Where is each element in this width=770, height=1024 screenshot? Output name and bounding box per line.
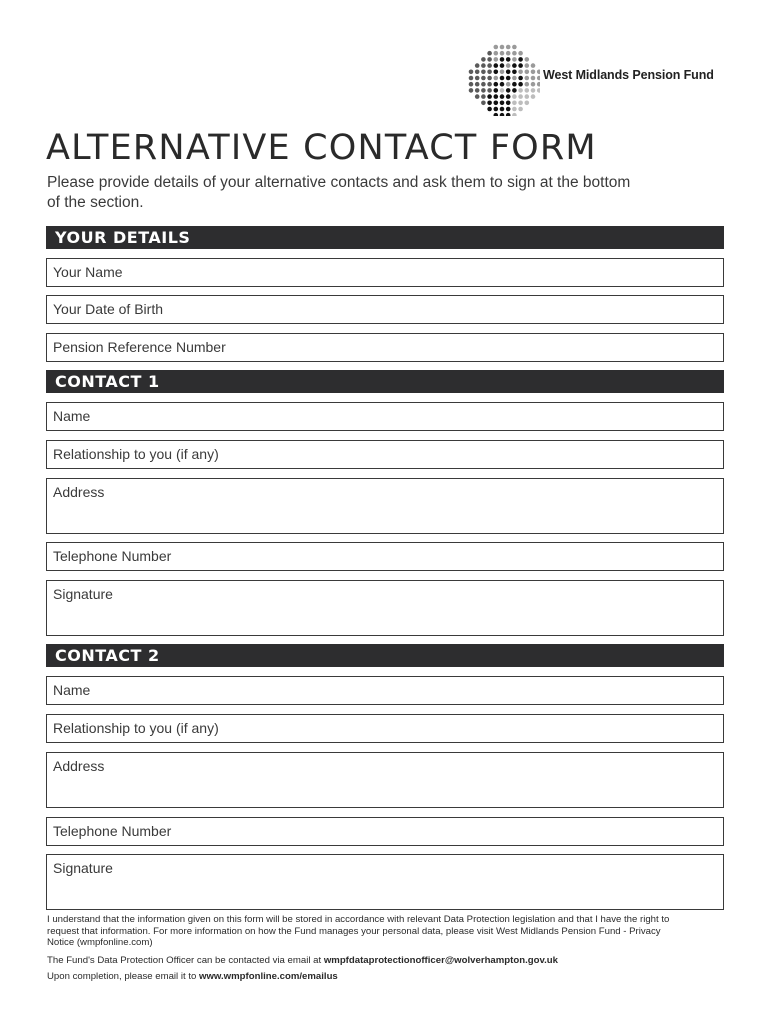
logo-dot xyxy=(518,82,523,87)
logo-dot xyxy=(506,70,511,75)
field-label: Address xyxy=(53,758,105,774)
logo-dot xyxy=(512,88,517,93)
logo-dot xyxy=(494,51,499,56)
logo-dot xyxy=(481,57,486,62)
emailus-link[interactable]: www.wmpfonline.com/emailus xyxy=(198,971,338,982)
logo-dot xyxy=(494,76,499,81)
field-label: Your Date of Birth xyxy=(53,301,163,317)
logo-dot xyxy=(525,70,530,75)
contact1-relationship-field[interactable] xyxy=(46,440,724,469)
logo-dot xyxy=(531,70,536,75)
logo-dot xyxy=(512,51,517,56)
logo-dot xyxy=(500,82,505,87)
logo-dot xyxy=(481,63,486,68)
logo-dot xyxy=(494,57,499,62)
section-header-contact-1: CONTACT 1 xyxy=(46,370,724,393)
field-label: Name xyxy=(53,408,91,424)
section-header-your-details: YOUR DETAILS xyxy=(46,226,724,249)
pension-reference-field[interactable] xyxy=(46,333,724,362)
logo-dot xyxy=(481,101,486,106)
logo-dot xyxy=(494,45,499,50)
logo-dot xyxy=(469,88,474,93)
logo-dot xyxy=(525,63,530,68)
logo-dot xyxy=(525,82,530,87)
logo-dot xyxy=(494,82,499,87)
logo-dot xyxy=(518,57,523,62)
logo-dot xyxy=(500,70,505,75)
logo-dot xyxy=(506,113,511,116)
contact1-signature-field[interactable] xyxy=(46,580,724,636)
logo-dot xyxy=(537,76,540,81)
logo-dot xyxy=(469,82,474,87)
privacy-line-2: request that information. For more information on how the Fund manages your personal data, please visit West Midlands Pension Fund - Privacy xyxy=(47,925,661,937)
logo-dot xyxy=(506,63,511,68)
logo-dot xyxy=(500,45,505,50)
dot-grid-logo-mark xyxy=(468,44,540,116)
logo-dot xyxy=(525,57,530,62)
completion-text: Upon completion, please email it to xyxy=(47,971,199,982)
contact2-name-field[interactable] xyxy=(46,676,724,705)
logo-dot xyxy=(512,45,517,50)
field-label: Address xyxy=(53,484,105,500)
logo-dot xyxy=(518,101,523,106)
logo-dot xyxy=(518,94,523,99)
intro-line-1: Please provide details of your alternative contacts and ask them to sign at the bottom xyxy=(47,174,631,191)
field-label: Relationship to you (if any) xyxy=(53,720,219,736)
logo-dot xyxy=(481,76,486,81)
logo-dot xyxy=(531,63,536,68)
logo-dot xyxy=(525,94,530,99)
fund-logo xyxy=(468,44,738,116)
field-label: Pension Reference Number xyxy=(53,339,226,355)
logo-dot xyxy=(494,63,499,68)
logo-dot xyxy=(500,88,505,93)
logo-dot xyxy=(512,94,517,99)
section-header-contact-2: CONTACT 2 xyxy=(46,644,724,667)
logo-dot xyxy=(506,51,511,56)
logo-dot xyxy=(537,88,540,93)
logo-dot xyxy=(487,101,492,106)
logo-dot xyxy=(475,82,480,87)
field-label: Your Name xyxy=(53,264,123,280)
logo-dot xyxy=(500,76,505,81)
dpo-email-link[interactable]: wmpfdataprotectionofficer@wolverhampton.gov.uk xyxy=(323,955,558,966)
logo-dot xyxy=(487,88,492,93)
field-label: Signature xyxy=(53,860,113,876)
logo-dot xyxy=(494,113,499,116)
contact2-address-field[interactable] xyxy=(46,752,724,808)
privacy-notice xyxy=(47,914,737,949)
logo-dot xyxy=(487,57,492,62)
logo-dot xyxy=(506,82,511,87)
logo-dot xyxy=(494,107,499,112)
logo-dot xyxy=(469,70,474,75)
logo-dot xyxy=(525,101,530,106)
logo-dot xyxy=(525,76,530,81)
logo-dot xyxy=(506,45,511,50)
your-name-field[interactable] xyxy=(46,258,724,287)
page-title: ALTERNATIVE CONTACT FORM xyxy=(46,128,597,168)
logo-dot xyxy=(506,94,511,99)
logo-dot xyxy=(531,88,536,93)
logo-dot xyxy=(475,94,480,99)
logo-dot xyxy=(494,101,499,106)
logo-dot xyxy=(512,57,517,62)
logo-dot xyxy=(518,88,523,93)
logo-dot xyxy=(494,70,499,75)
logo-dot xyxy=(531,94,536,99)
logo-dot xyxy=(518,107,523,112)
logo-dot xyxy=(500,107,505,112)
field-label: Telephone Number xyxy=(53,548,172,564)
logo-dot xyxy=(500,57,505,62)
logo-dot xyxy=(531,82,536,87)
privacy-line-1: I understand that the information given on this form will be stored in accordance with relevant Data Protection legislation and that I have the right to xyxy=(47,914,670,925)
field-label: Name xyxy=(53,682,91,698)
logo-dot xyxy=(512,82,517,87)
logo-dot xyxy=(469,76,474,81)
logo-dot xyxy=(487,82,492,87)
logo-dot xyxy=(537,70,540,75)
logo-dot xyxy=(494,88,499,93)
logo-dot xyxy=(475,63,480,68)
logo-dot xyxy=(475,70,480,75)
contact1-telephone-field[interactable] xyxy=(46,542,724,571)
logo-dot xyxy=(512,113,517,116)
logo-dot xyxy=(481,82,486,87)
logo-dot xyxy=(481,70,486,75)
privacy-line-3: Notice (wmpfonline.com) xyxy=(47,937,153,948)
date-of-birth-field[interactable] xyxy=(46,295,724,324)
logo-dot xyxy=(481,94,486,99)
logo-dot xyxy=(500,51,505,56)
logo-dot xyxy=(487,70,492,75)
logo-dot xyxy=(500,113,505,116)
logo-dot xyxy=(494,94,499,99)
logo-dot xyxy=(487,51,492,56)
org-name: West Midlands Pension Fund xyxy=(543,68,714,82)
field-label: Signature xyxy=(53,586,113,602)
logo-dot xyxy=(481,88,486,93)
logo-dot xyxy=(518,63,523,68)
field-label: Relationship to you (if any) xyxy=(53,446,219,462)
contact2-telephone-field[interactable] xyxy=(46,817,724,846)
dpo-contact-line xyxy=(47,955,737,967)
logo-dot xyxy=(537,82,540,87)
logo-dot xyxy=(506,76,511,81)
contact2-relationship-field[interactable] xyxy=(46,714,724,743)
intro-text xyxy=(47,173,687,213)
logo-dot xyxy=(512,70,517,75)
logo-dot xyxy=(518,70,523,75)
intro-line-2: of the section. xyxy=(47,194,144,211)
logo-dot xyxy=(512,63,517,68)
field-label: Telephone Number xyxy=(53,823,172,839)
logo-dot xyxy=(512,101,517,106)
logo-dot xyxy=(506,88,511,93)
logo-dot xyxy=(518,51,523,56)
logo-dot xyxy=(506,107,511,112)
logo-dot xyxy=(475,76,480,81)
dpo-text: The Fund's Data Protection Officer can be contacted via email at xyxy=(47,955,324,966)
logo-dot xyxy=(500,94,505,99)
logo-dot xyxy=(500,63,505,68)
logo-dot xyxy=(518,76,523,81)
logo-dot xyxy=(487,107,492,112)
logo-dot xyxy=(506,101,511,106)
logo-dot xyxy=(512,107,517,112)
logo-dot xyxy=(531,76,536,81)
logo-dot xyxy=(506,57,511,62)
contact1-name-field[interactable] xyxy=(46,402,724,431)
logo-dot xyxy=(487,94,492,99)
logo-dot xyxy=(525,88,530,93)
logo-dot xyxy=(500,101,505,106)
contact1-address-field[interactable] xyxy=(46,478,724,534)
logo-dot xyxy=(475,88,480,93)
contact2-signature-field[interactable] xyxy=(46,854,724,910)
logo-dot xyxy=(487,63,492,68)
completion-line xyxy=(47,971,737,983)
logo-dot xyxy=(512,76,517,81)
logo-dot xyxy=(487,76,492,81)
